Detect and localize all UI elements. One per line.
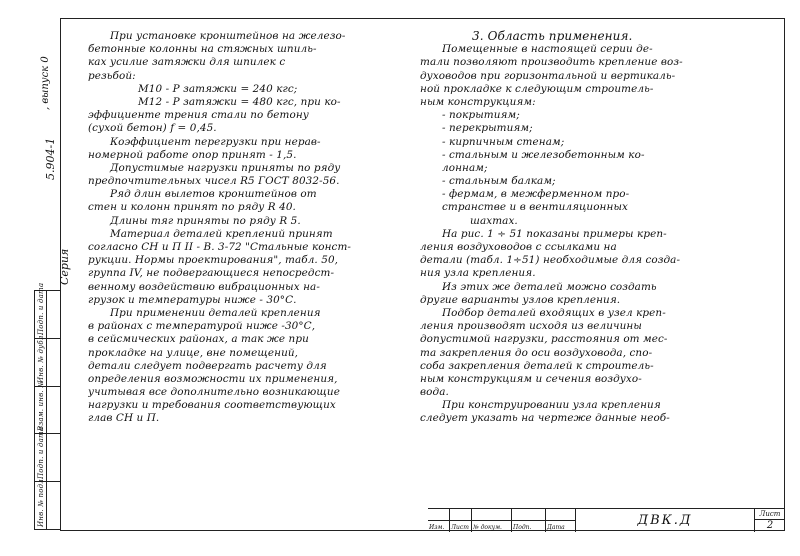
text-line: М10 - Р затяжки = 240 кгс; xyxy=(138,82,298,95)
text-line: следует указать на чертеже данные необ- xyxy=(420,412,670,425)
text-line: грузок и температуры ниже - 30°С. xyxy=(88,293,297,306)
text-line: ным конструкциям и сечения воздухо- xyxy=(420,372,642,385)
text-line: Допустимые нагрузки приняты по ряду xyxy=(110,161,341,174)
text-line: - перекрытиям; xyxy=(442,122,533,135)
text-line: ния узла крепления. xyxy=(420,267,536,280)
text-line: другие варианты узлов крепления. xyxy=(420,293,621,306)
side-stamp-divider xyxy=(46,290,47,530)
text-line: вода. xyxy=(420,386,449,399)
text-line: - фермам, в межферменном про- xyxy=(442,188,630,201)
text-line: венному воздействию вибрационных на- xyxy=(88,280,320,293)
text-line: детали (табл. 1÷51) необходимые для созда- xyxy=(420,254,681,267)
text-line: соба закрепления деталей к строитель- xyxy=(420,359,654,372)
text-line: стен и колонн принят по ряду R 40. xyxy=(88,201,296,214)
revision-column-label: Лист xyxy=(451,524,469,531)
title-block xyxy=(428,508,785,531)
text-line: предпочтительных чисел R5 ГОСТ 8032-56. xyxy=(88,175,340,188)
text-line: ным конструкциям: xyxy=(420,95,536,108)
sheet-number: 2 xyxy=(766,520,774,531)
text-line: группа IV, не подвергающиеся непосредст- xyxy=(88,267,335,280)
text-line: (сухой бетон) f = 0,45. xyxy=(88,122,217,135)
document-code: ДВК.Д xyxy=(637,513,693,528)
side-stamp-label: Подп. и дата xyxy=(37,426,45,479)
text-line: тали позволяют производить крепление воз- xyxy=(420,56,683,69)
text-line: резьбой: xyxy=(88,69,136,82)
text-line: При конструировании узла крепления xyxy=(442,399,661,412)
text-line: - стальным и железобетонным ко- xyxy=(442,148,645,161)
text-line: шахтах. xyxy=(470,214,518,227)
text-line: ления воздуховодов с ссылками на xyxy=(420,241,617,253)
revision-column-label: Изм. xyxy=(429,524,445,531)
text-line: Помещенные в настоящей серии де- xyxy=(442,43,653,56)
text-line: определения возможности их применения, xyxy=(88,372,338,385)
revision-column-label: № докум. xyxy=(473,524,502,531)
text-line: 3. Область применения. xyxy=(472,30,633,43)
text-line: При установке кронштейнов на железо- xyxy=(110,30,346,42)
text-line: М12 - Р затяжки = 480 кгс, при ко- xyxy=(138,95,341,108)
text-line: Коэффициент перегрузки при нерав- xyxy=(110,135,321,148)
text-line: ной прокладке к следующим строитель- xyxy=(420,82,654,95)
text-line: При применении деталей крепления xyxy=(110,306,321,319)
revision-column-label: Подп. xyxy=(513,524,532,531)
text-line: ках усилие затяжки для шпилек с xyxy=(88,56,286,69)
text-line: прокладке на улице, вне помещений, xyxy=(88,346,299,359)
side-stamp-label: Взам. инв. № xyxy=(37,380,45,431)
text-line: - кирпичным стенам; xyxy=(442,135,565,148)
text-line: духоводов при горизонтальной и вертикаль- xyxy=(420,69,676,82)
side-stamp-label: Подп. и дата xyxy=(37,282,45,335)
text-line: глав СН и П. xyxy=(88,412,160,425)
text-line: в районах с температурой ниже -30°С, xyxy=(88,320,316,333)
right-text-column xyxy=(420,30,732,426)
revision-column-label: Дата xyxy=(547,524,565,531)
text-line: та закрепления до оси воздуховода, спо- xyxy=(420,346,653,359)
text-line: Подбор деталей входящих в узел креп- xyxy=(442,306,666,319)
text-line: Ряд длин вылетов кронштейнов от xyxy=(110,188,317,201)
text-line: эффициенте трения стали по бетону xyxy=(88,109,309,122)
sheet-label: Лист xyxy=(755,509,785,520)
text-line: странстве и в вентиляционных xyxy=(442,201,628,214)
text-line: учитывая все дополнительно возникающие xyxy=(88,386,340,399)
text-line: номерной работе опор принят - 1,5. xyxy=(88,148,297,161)
issue-label: , выпуск 0 xyxy=(40,56,51,110)
text-line: детали следует подвергать расчету для xyxy=(88,359,327,372)
sheet-number-box xyxy=(754,509,785,532)
text-line: рукции. Нормы проектирования", табл. 50, xyxy=(88,254,339,267)
side-stamp-label: Инв. № дубл. xyxy=(37,333,45,383)
revision-row-divider xyxy=(428,520,576,521)
text-line: нагрузки и требования соответствующих xyxy=(88,399,336,412)
text-line: - покрытиям; xyxy=(442,109,520,122)
text-line: Длины тяг приняты по ряду R 5. xyxy=(110,214,301,227)
text-line: На рис. 1 ÷ 51 показаны примеры креп- xyxy=(442,227,667,240)
text-line: бетонные колонны на стяжных шпиль- xyxy=(88,43,317,56)
text-line: допустимой нагрузки, расстояния от мес- xyxy=(420,333,668,346)
series-code: 5.904-1 xyxy=(44,137,57,180)
text-line: ления производят исходя из величины xyxy=(420,320,642,333)
text-line: согласно СН и П II - В. 3-72 "Стальные конст- xyxy=(88,241,352,253)
series-label: Серия xyxy=(58,248,71,285)
text-line: лоннам; xyxy=(442,161,488,174)
text-line: - стальным балкам; xyxy=(442,175,556,188)
text-line: Из этих же деталей можно создать xyxy=(442,280,657,293)
side-stamp-label: Инв. № подл. xyxy=(37,476,45,527)
text-line: в сейсмических районах, а так же при xyxy=(88,333,309,346)
left-text-column xyxy=(88,30,398,426)
text-line: Материал деталей креплений принят xyxy=(110,227,333,240)
